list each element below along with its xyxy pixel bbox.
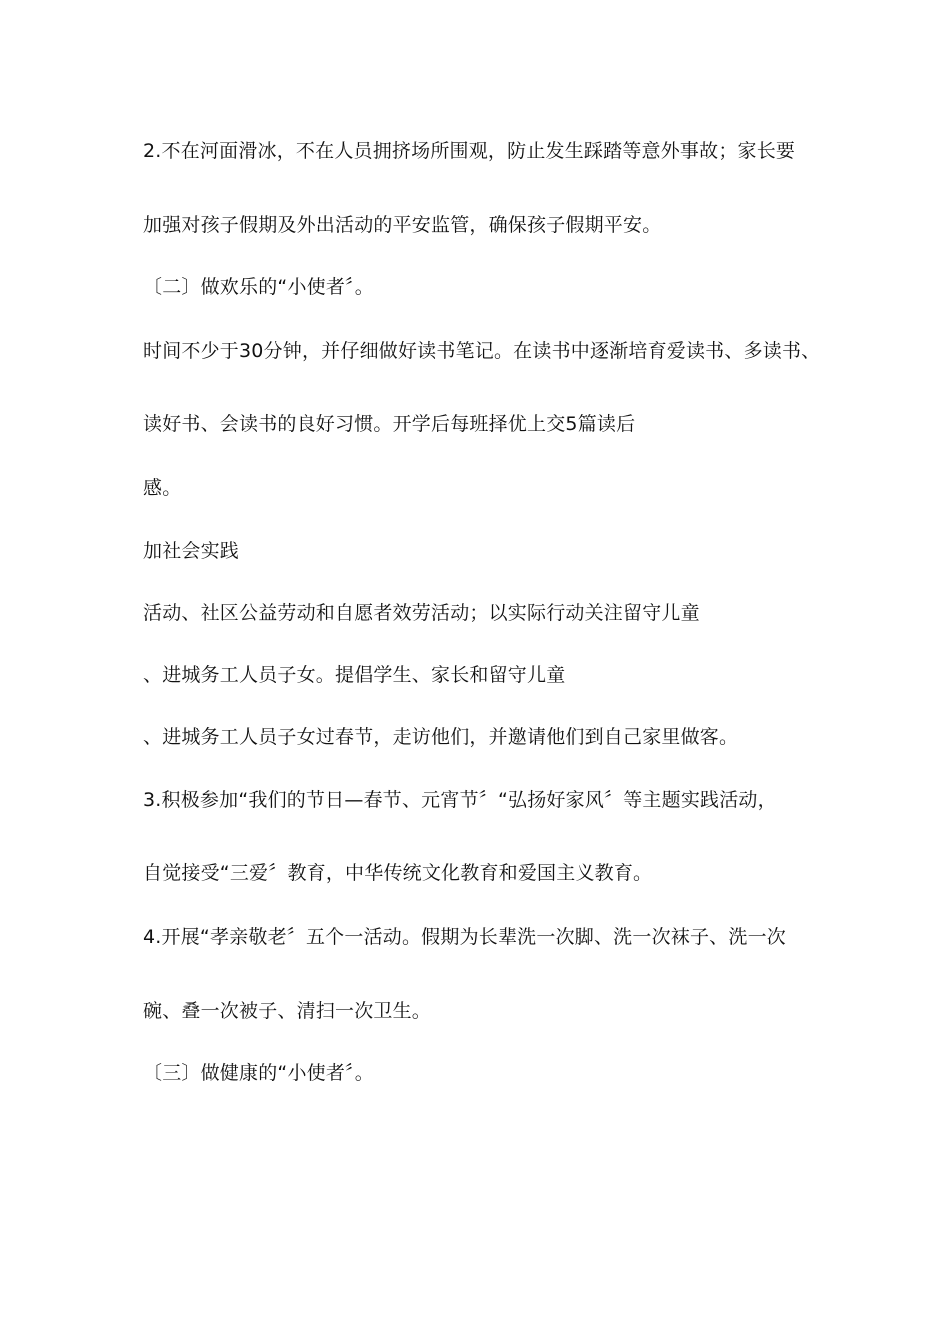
paragraph-line: 感。 <box>143 477 182 499</box>
paragraph-line: 活动、社区公益劳动和自愿者效劳活动；以实际行动关注留守儿童 <box>143 602 700 624</box>
paragraph-line: 3.积极参加“我们的节日—春节、元宵节〞“弘扬好家风〞等主题实践活动， <box>143 789 777 811</box>
paragraph-line: 读好书、会读书的良好习惯。开学后每班择优上交5篇读后 <box>143 413 636 435</box>
section-heading: 〔二〕做欢乐的“小使者〞。 <box>143 276 374 298</box>
section-heading: 〔三〕做健康的“小使者〞。 <box>143 1062 374 1084</box>
paragraph-line: 、进城务工人员子女过春节，走访他们，并邀请他们到自己家里做客。 <box>143 726 739 748</box>
paragraph-line: 4.开展“孝亲敬老〞五个一活动。假期为长辈洗一次脚、洗一次袜子、洗一次 <box>143 926 786 948</box>
paragraph-line: 碗、叠一次被子、清扫一次卫生。 <box>143 1000 432 1022</box>
paragraph-line: 2.不在河面滑冰，不在人员拥挤场所围观，防止发生踩踏等意外事故；家长要 <box>143 140 796 162</box>
paragraph-line: 加社会实践 <box>143 540 240 562</box>
paragraph-line: 自觉接受“三爱〞教育，中华传统文化教育和爱国主义教育。 <box>143 862 653 884</box>
paragraph-line: 、进城务工人员子女。提倡学生、家长和留守儿童 <box>143 664 566 686</box>
paragraph-line: 时间不少于30分钟，并仔细做好读书笔记。在读书中逐渐培育爱读书、多读书、 <box>143 340 821 362</box>
paragraph-line: 加强对孩子假期及外出活动的平安监管，确保孩子假期平安。 <box>143 214 662 236</box>
